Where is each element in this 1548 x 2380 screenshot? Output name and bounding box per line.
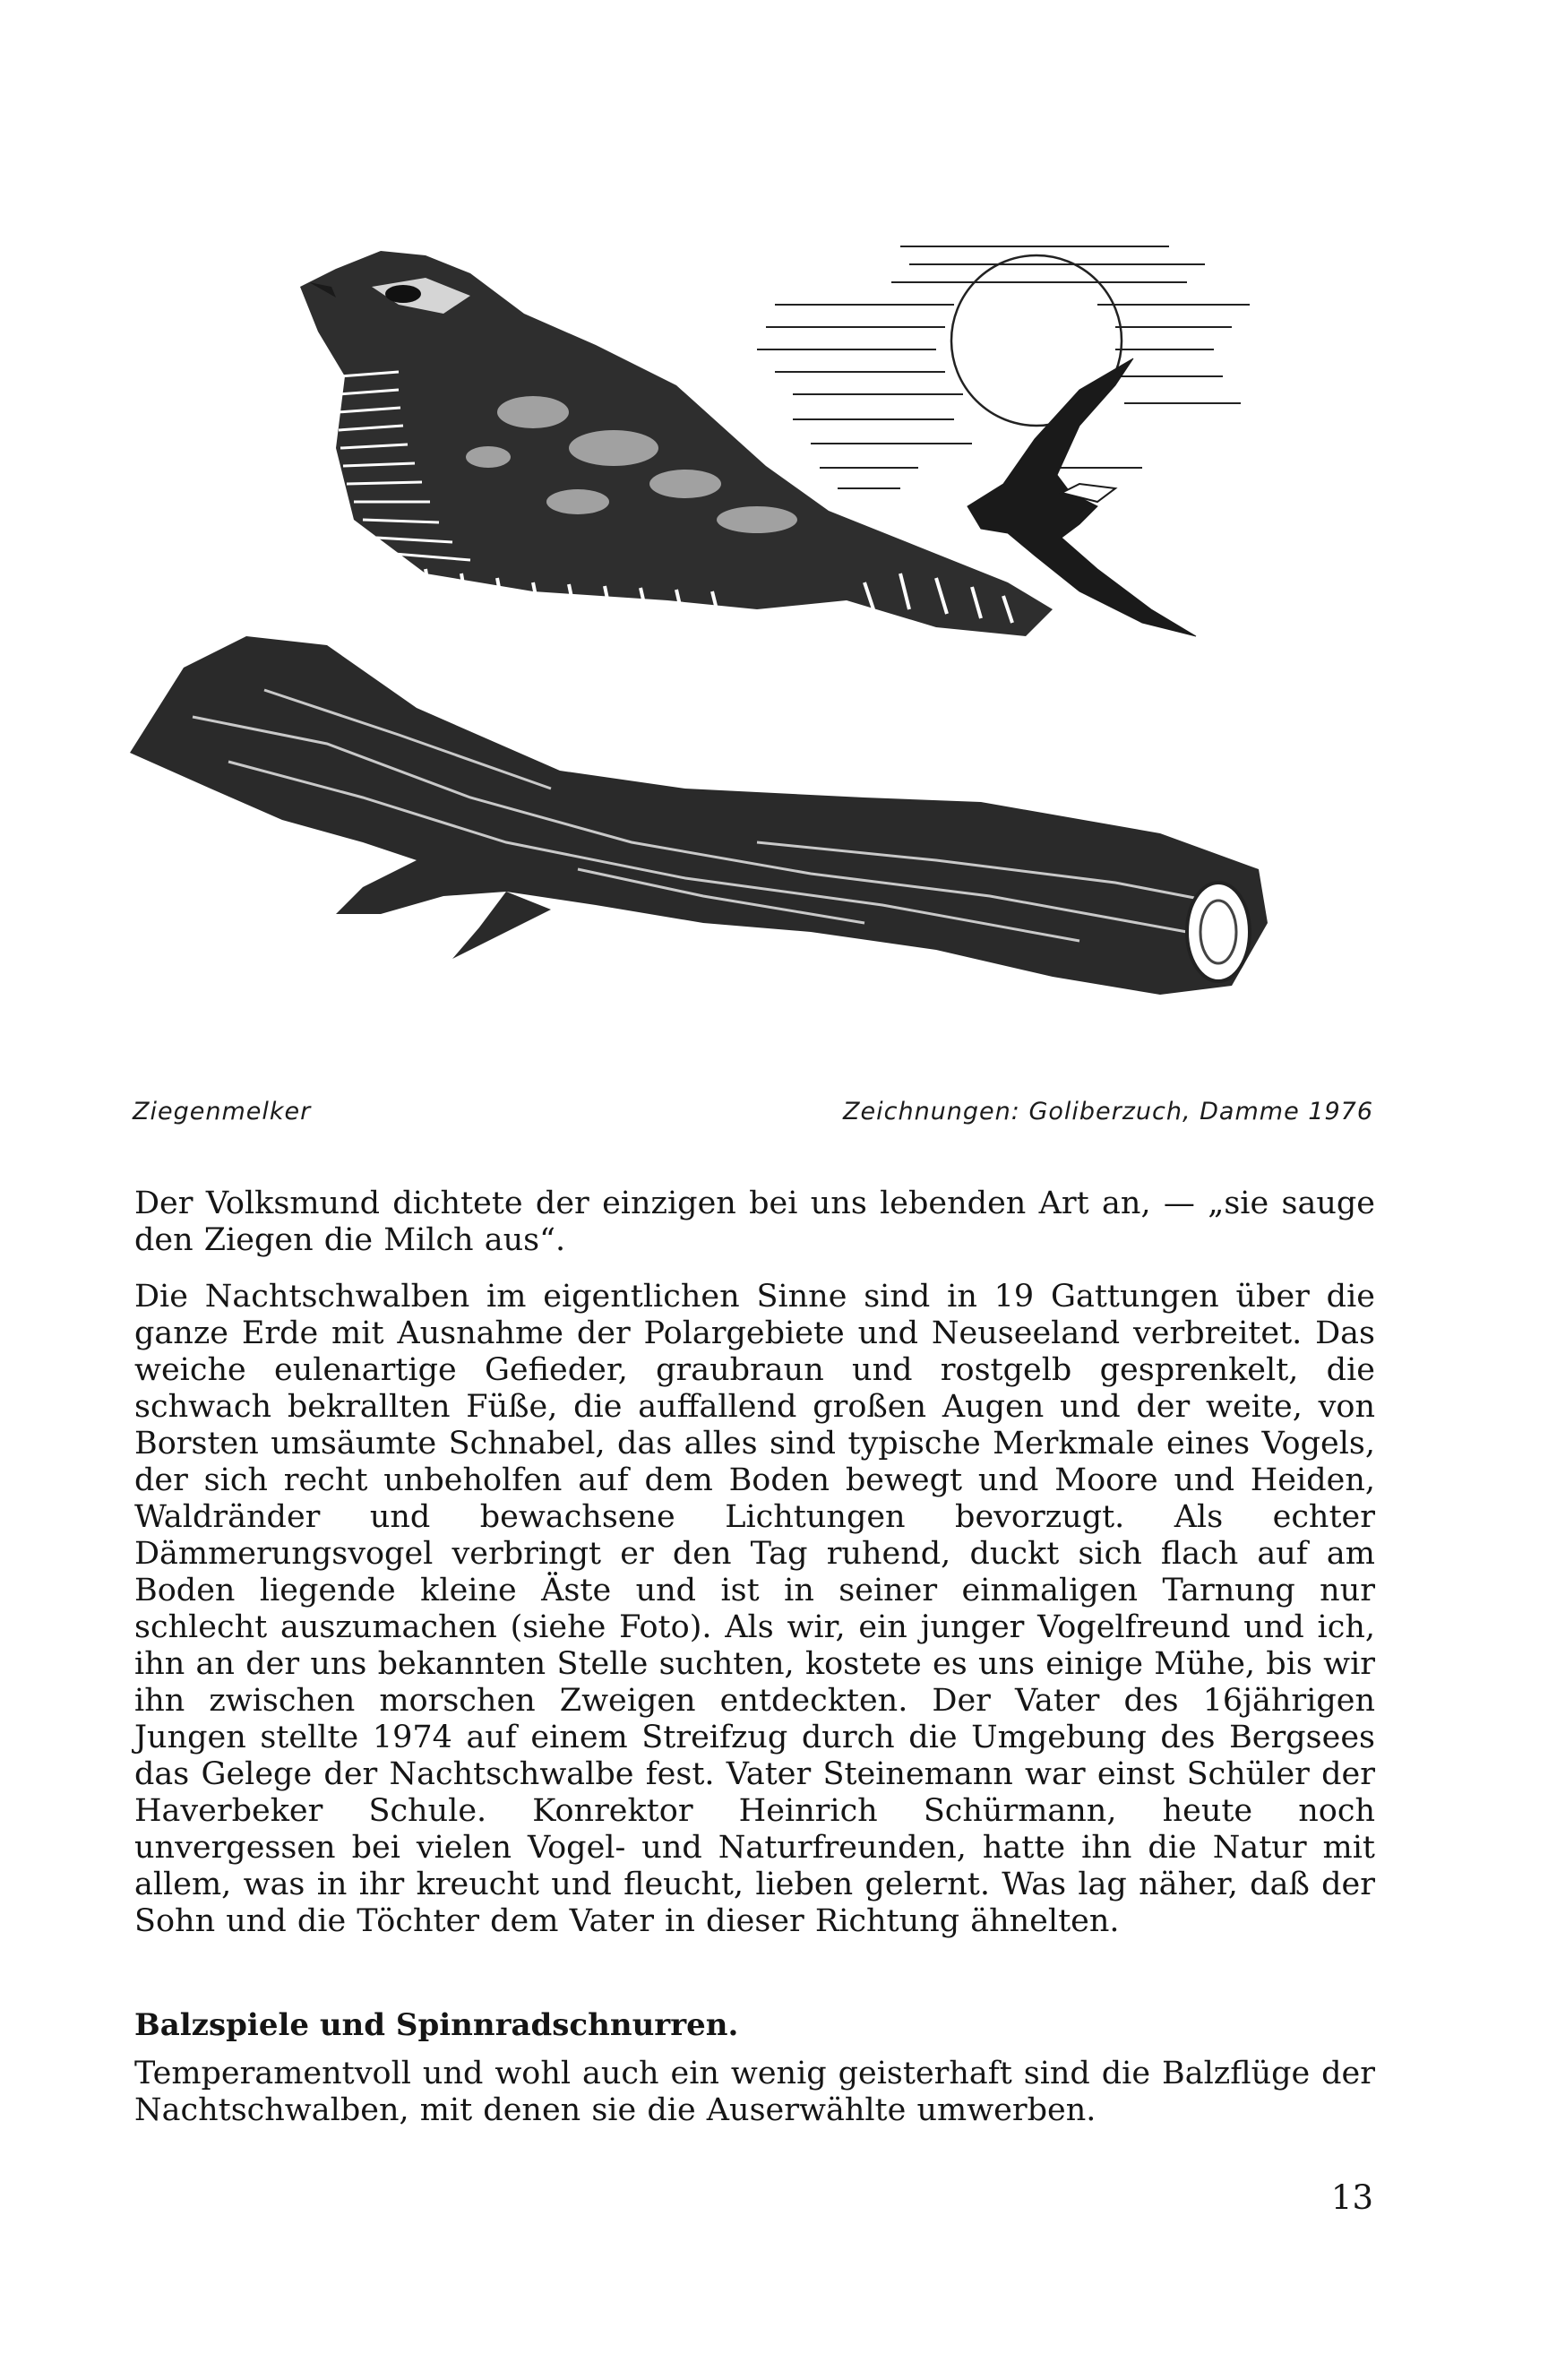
paragraph: Die Nachtschwalben im eigentlichen Sinne sind in 19 Gattungen über die ganze Erde mit Ausnahme der Polargebiete und Neuseeland verbreitet. Das weiche eulenartige Gefieder, graubraun und rostgelb gesprenkelt, die schwach bekrallten Füße, die auffallend großen Augen und der weite, von Borsten umsäumte Schnabel, das alles sind typische Merkmale eines Vogels, der sich recht unbeholfen auf dem Boden bewegt und Moore und Heiden, Waldränder und bewachsene Lichtungen bevorzugt. Als echter Dämmerungsvogel verbringt er den Tag ruhend, duckt sich flach auf am Boden liegende kleine Äste und ist in seiner einmaligen Tarnung nur schlecht auszumachen (siehe Foto). Als wir, ein junger Vogelfreund und ich, ihn an der uns bekannten Stelle suchten, kostete es uns einige Mühe, bis wir ihn zwischen morschen Zweigen entdeckten. Der Vater des 16jährigen Jungen stellte 1974 auf einem Streifzug durch die Umgebung des Bergsees das Gelege der Nachtschwalbe fest. Vater Steinemann war einst Schüler der Haverbeker Schule. Konrektor Heinrich Schürmann, heute noch unvergessen bei vielen Vogel- und Naturfreunden, hatte ihn die Natur mit allem, was in ihr kreucht und fleucht, lieben gelernt. Was lag näher, daß der Sohn und die Töchter dem Vater in dieser Richtung ähnelten. [134,1279,1375,1939]
paragraph: Der Volksmund dichtete der einzigen bei uns lebenden Art an, — „sie sauge den Ziegen die Milch aus“. [134,1186,1375,1258]
section-heading: Balzspiele und Spinnradschnurren. [134,2007,739,2043]
page-number: 13 [1330,2178,1373,2217]
branch-drawing [130,636,1268,995]
moon-drawing [757,246,1250,488]
caption-title: Ziegenmelker [133,1098,312,1125]
nightjar-illustration [130,215,1375,1102]
caption-credit: Zeichnungen: Goliberzuch, Damme 1976 [843,1098,1373,1125]
paragraph: Temperamentvoll und wohl auch ein wenig geisterhaft sind die Balzflüge der Nachtschwalben, mit denen sie die Auserwählte umwerben. [134,2056,1375,2128]
